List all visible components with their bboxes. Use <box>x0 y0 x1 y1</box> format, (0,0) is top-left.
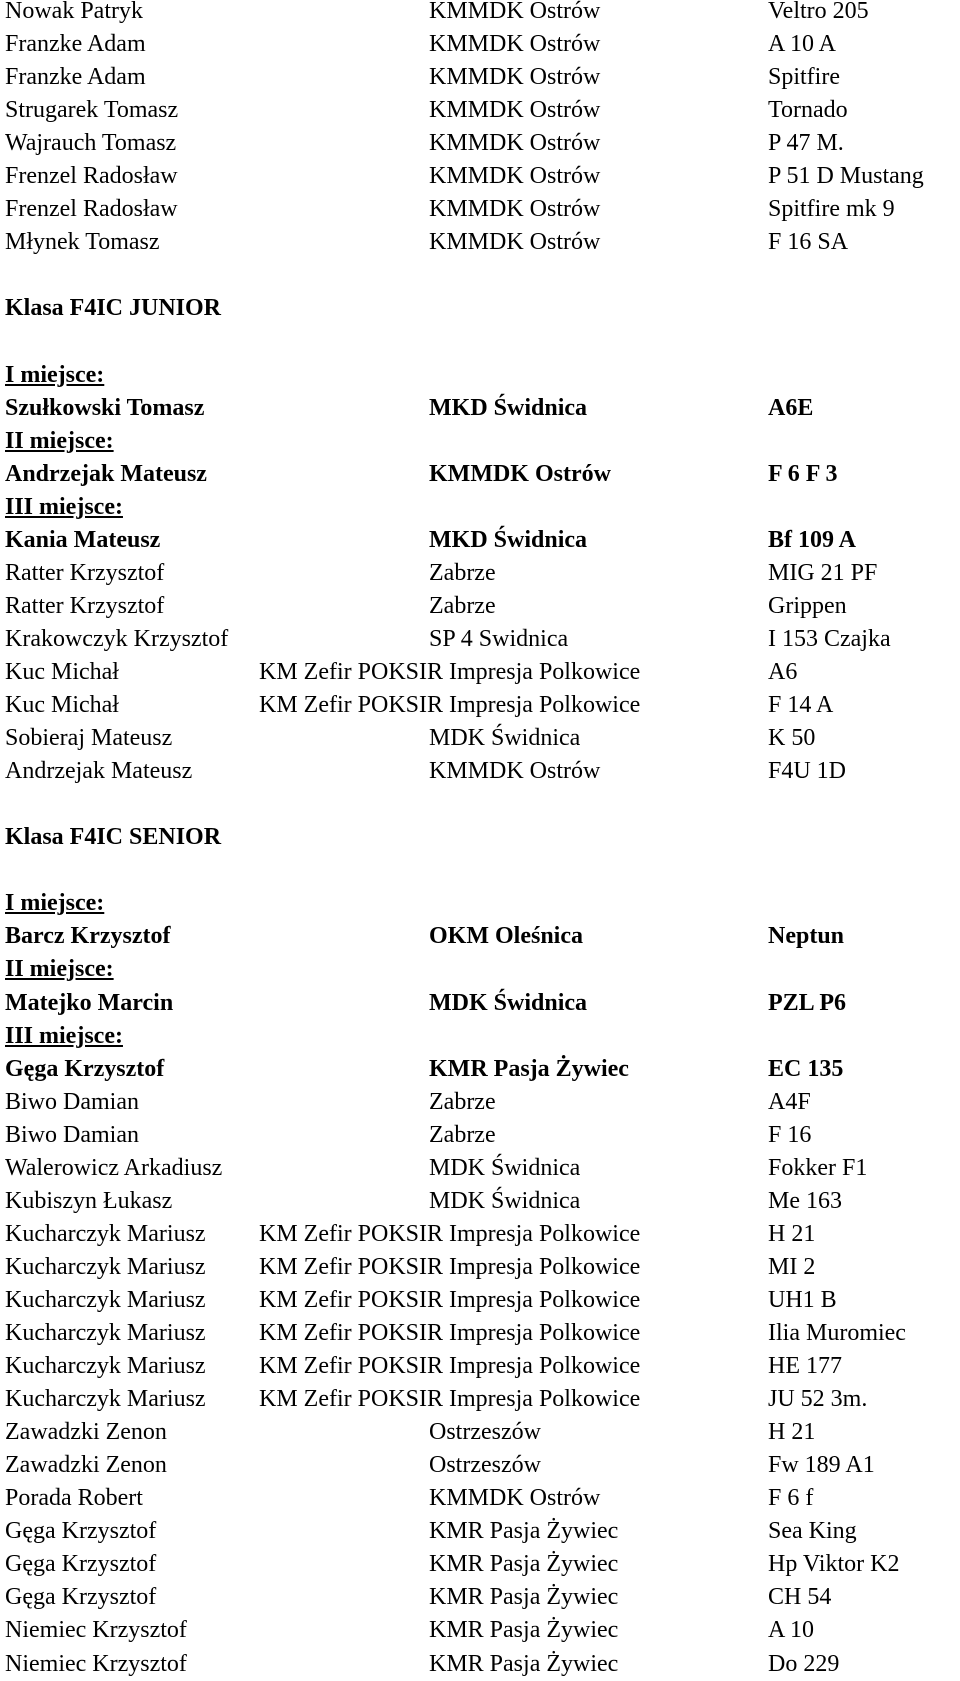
model-name: Sea King <box>768 1518 857 1545</box>
result-row <box>0 1416 960 1449</box>
competitor-name: Biwo Damian <box>5 1088 139 1115</box>
club-name: MDK Świdnica <box>429 1154 581 1181</box>
competitor-name: Krakowczyk Krzysztof <box>5 625 229 652</box>
club-name: KM Zefir POKSIR Impresja Polkowice <box>259 1320 641 1346</box>
competitor-name: Kuc Michał <box>5 659 119 685</box>
competitor-name: Kucharczyk Mariusz <box>5 1320 206 1346</box>
place-label: I miejsce: <box>5 890 105 917</box>
competitor-name: Andrzejak Mateusz <box>5 460 207 487</box>
model-name: Bf 109 A <box>768 526 857 553</box>
competitor-name: Zawadzki Zenon <box>5 1419 167 1446</box>
club-name: Zabrze <box>429 592 496 619</box>
result-row <box>0 1614 960 1647</box>
model-name: F 14 A <box>768 692 834 719</box>
result-row <box>0 1449 960 1482</box>
club-name: KMR Pasja Żywiec <box>429 1650 619 1677</box>
club-name: KM Zefir POKSIR Impresja Polkowice <box>259 1353 641 1380</box>
winner-row <box>0 458 960 491</box>
club-name: MDK Świdnica <box>429 1187 581 1214</box>
model-name: Fokker F1 <box>768 1154 868 1181</box>
model-name: I 153 Czajka <box>768 625 891 652</box>
competitor-name: Ratter Krzysztof <box>5 592 165 619</box>
model-name: UH1 B <box>768 1286 837 1313</box>
result-row <box>0 755 960 788</box>
competitor-name: Zawadzki Zenon <box>5 1452 167 1479</box>
class-heading-text: Klasa F4IC SENIOR <box>5 824 222 851</box>
result-row <box>0 160 960 193</box>
place-label-row <box>0 425 960 458</box>
result-row <box>0 193 960 226</box>
model-name: HE 177 <box>768 1353 842 1380</box>
club-name: SP 4 Swidnica <box>429 625 569 652</box>
club-name: KMMDK Ostrów <box>429 97 601 124</box>
model-name: Ilia Muromiec <box>768 1320 906 1346</box>
competitor-name: Kucharczyk Mariusz <box>5 1386 206 1413</box>
result-row <box>0 1086 960 1119</box>
place-label-row <box>0 1020 960 1053</box>
result-row <box>0 1251 960 1284</box>
model-name: F 16 SA <box>768 229 849 256</box>
result-row <box>0 1648 960 1681</box>
result-row <box>0 1383 960 1416</box>
result-row <box>0 61 960 94</box>
club-name: KM Zefir POKSIR Impresja Polkowice <box>259 1253 641 1280</box>
result-row <box>0 1185 960 1218</box>
result-row <box>0 656 960 689</box>
club-name: MDK Świdnica <box>429 725 581 752</box>
competitor-name: Biwo Damian <box>5 1121 139 1148</box>
competitor-name: Frenzel Radosław <box>5 163 178 190</box>
result-row <box>0 1581 960 1614</box>
place-label: I miejsce: <box>5 361 105 388</box>
winner-row <box>0 1053 960 1086</box>
club-name: KMMDK Ostrów <box>429 31 601 58</box>
competitor-name: Kucharczyk Mariusz <box>5 1220 206 1247</box>
model-name: H 21 <box>768 1419 816 1446</box>
model-name: A 10 A <box>768 31 837 58</box>
club-name: MDK Świdnica <box>429 989 588 1016</box>
model-name: A6 <box>768 659 798 685</box>
competitor-name: Barcz Krzysztof <box>5 923 171 950</box>
model-name: A4F <box>768 1088 811 1115</box>
competitor-name: Szułkowski Tomasz <box>5 394 205 421</box>
club-name: MKD Świdnica <box>429 394 588 421</box>
place-label-row <box>0 491 960 524</box>
club-name: KM Zefir POKSIR Impresja Polkowice <box>259 1220 641 1247</box>
club-name: KMR Pasja Żywiec <box>429 1518 619 1545</box>
club-name: KM Zefir POKSIR Impresja Polkowice <box>259 1286 641 1313</box>
competitor-name: Kucharczyk Mariusz <box>5 1253 206 1280</box>
club-name: Zabrze <box>429 1088 496 1115</box>
class-heading-text: Klasa F4IC JUNIOR <box>5 295 222 322</box>
club-name: KMMDK Ostrów <box>429 1485 601 1512</box>
model-name: Me 163 <box>768 1187 842 1214</box>
model-name: MIG 21 PF <box>768 559 878 586</box>
result-row <box>0 623 960 656</box>
model-name: Veltro 205 <box>768 0 869 24</box>
place-label-row <box>0 359 960 392</box>
model-name: A6E <box>768 394 814 421</box>
model-name: Spitfire <box>768 64 840 91</box>
club-name: Ostrzeszów <box>429 1452 541 1479</box>
club-name: KMR Pasja Żywiec <box>429 1584 619 1611</box>
competitor-name: Kuc Michał <box>5 692 119 719</box>
result-row <box>0 226 960 259</box>
club-name: KMR Pasja Żywiec <box>429 1617 619 1644</box>
club-name: OKM Oleśnica <box>429 923 583 950</box>
model-name: F 6 f <box>768 1485 814 1512</box>
model-name: Do 229 <box>768 1650 840 1677</box>
club-name: KMMDK Ostrów <box>429 196 601 223</box>
class-heading <box>0 292 960 325</box>
model-name: A 10 <box>768 1617 815 1644</box>
result-row <box>0 557 960 590</box>
club-name: KMMDK Ostrów <box>429 0 601 24</box>
winner-row <box>0 920 960 953</box>
model-name: P 47 M. <box>768 130 844 157</box>
model-name: F 16 <box>768 1121 812 1148</box>
club-name: KMR Pasja Żywiec <box>429 1055 629 1082</box>
competitor-name: Sobieraj Mateusz <box>5 725 173 752</box>
place-label: II miejsce: <box>5 427 114 454</box>
result-row <box>0 1317 960 1350</box>
competitor-name: Wajrauch Tomasz <box>5 130 177 157</box>
competitor-name: Młynek Tomasz <box>5 229 160 256</box>
place-label: III miejsce: <box>5 1022 123 1049</box>
result-row <box>0 1548 960 1581</box>
competitor-name: Kucharczyk Mariusz <box>5 1286 206 1313</box>
model-name: MI 2 <box>768 1253 816 1280</box>
competitor-name: Kania Mateusz <box>5 526 161 553</box>
result-row <box>0 127 960 160</box>
result-row <box>0 1152 960 1185</box>
result-row <box>0 0 960 28</box>
winner-row <box>0 524 960 557</box>
club-name: KMMDK Ostrów <box>429 130 601 157</box>
competitor-name: Franzke Adam <box>5 31 146 58</box>
model-name: P 51 D Mustang <box>768 163 924 190</box>
winner-row <box>0 392 960 425</box>
competitor-name: Gęga Krzysztof <box>5 1518 157 1545</box>
club-name: KMMDK Ostrów <box>429 758 601 785</box>
place-label-row <box>0 953 960 986</box>
model-name: Spitfire mk 9 <box>768 196 895 223</box>
competitor-name: Ratter Krzysztof <box>5 559 165 586</box>
model-name: PZL P6 <box>768 989 847 1016</box>
competitor-name: Nowak Patryk <box>5 0 143 24</box>
club-name: KM Zefir POKSIR Impresja Polkowice <box>259 1386 641 1413</box>
model-name: CH 54 <box>768 1584 832 1611</box>
model-name: F 6 F 3 <box>768 460 838 487</box>
model-name: EC 135 <box>768 1055 844 1082</box>
place-label: III miejsce: <box>5 493 123 520</box>
result-row <box>0 1119 960 1152</box>
club-name: Zabrze <box>429 1121 496 1148</box>
club-name: Zabrze <box>429 559 496 586</box>
result-row <box>0 28 960 61</box>
result-row <box>0 722 960 755</box>
competitor-name: Strugarek Tomasz <box>5 97 179 124</box>
result-row <box>0 689 960 722</box>
model-name: K 50 <box>768 725 816 752</box>
club-name: Ostrzeszów <box>429 1419 541 1446</box>
model-name: F4U 1D <box>768 758 847 785</box>
model-name: Grippen <box>768 592 847 619</box>
winner-row <box>0 987 960 1020</box>
club-name: KM Zefir POKSIR Impresja Polkowice <box>259 659 641 685</box>
result-row <box>0 1350 960 1383</box>
competitor-name: Matejko Marcin <box>5 989 174 1016</box>
place-label: II miejsce: <box>5 956 114 983</box>
class-heading <box>0 821 960 854</box>
club-name: KMMDK Ostrów <box>429 229 601 256</box>
club-name: KMMDK Ostrów <box>429 64 601 91</box>
result-row <box>0 1482 960 1515</box>
competitor-name: Frenzel Radosław <box>5 196 178 223</box>
result-row <box>0 1218 960 1251</box>
competitor-name: Porada Robert <box>5 1485 143 1512</box>
club-name: KMR Pasja Żywiec <box>429 1551 619 1578</box>
club-name: KM Zefir POKSIR Impresja Polkowice <box>259 692 641 719</box>
competitor-name: Niemiec Krzysztof <box>5 1650 187 1677</box>
competitor-name: Gęga Krzysztof <box>5 1584 157 1611</box>
competitor-name: Niemiec Krzysztof <box>5 1617 187 1644</box>
model-name: Neptun <box>768 923 845 950</box>
result-row <box>0 590 960 623</box>
result-row <box>0 1284 960 1317</box>
club-name: KMMDK Ostrów <box>429 163 601 190</box>
place-label-row <box>0 887 960 920</box>
competitor-name: Kucharczyk Mariusz <box>5 1353 206 1380</box>
competitor-name: Gęga Krzysztof <box>5 1551 157 1578</box>
competitor-name: Walerowicz Arkadiusz <box>5 1154 223 1181</box>
model-name: Fw 189 A1 <box>768 1452 875 1479</box>
model-name: JU 52 3m. <box>768 1386 868 1413</box>
competitor-name: Franzke Adam <box>5 64 146 91</box>
model-name: Hp Viktor K2 <box>768 1551 900 1578</box>
model-name: H 21 <box>768 1220 816 1247</box>
competitor-name: Kubiszyn Łukasz <box>5 1187 173 1214</box>
club-name: MKD Świdnica <box>429 526 588 553</box>
competitor-name: Andrzejak Mateusz <box>5 758 193 785</box>
model-name: Tornado <box>768 97 848 124</box>
club-name: KMMDK Ostrów <box>429 460 611 487</box>
competitor-name: Gęga Krzysztof <box>5 1055 165 1082</box>
result-row <box>0 1515 960 1548</box>
result-row <box>0 94 960 127</box>
